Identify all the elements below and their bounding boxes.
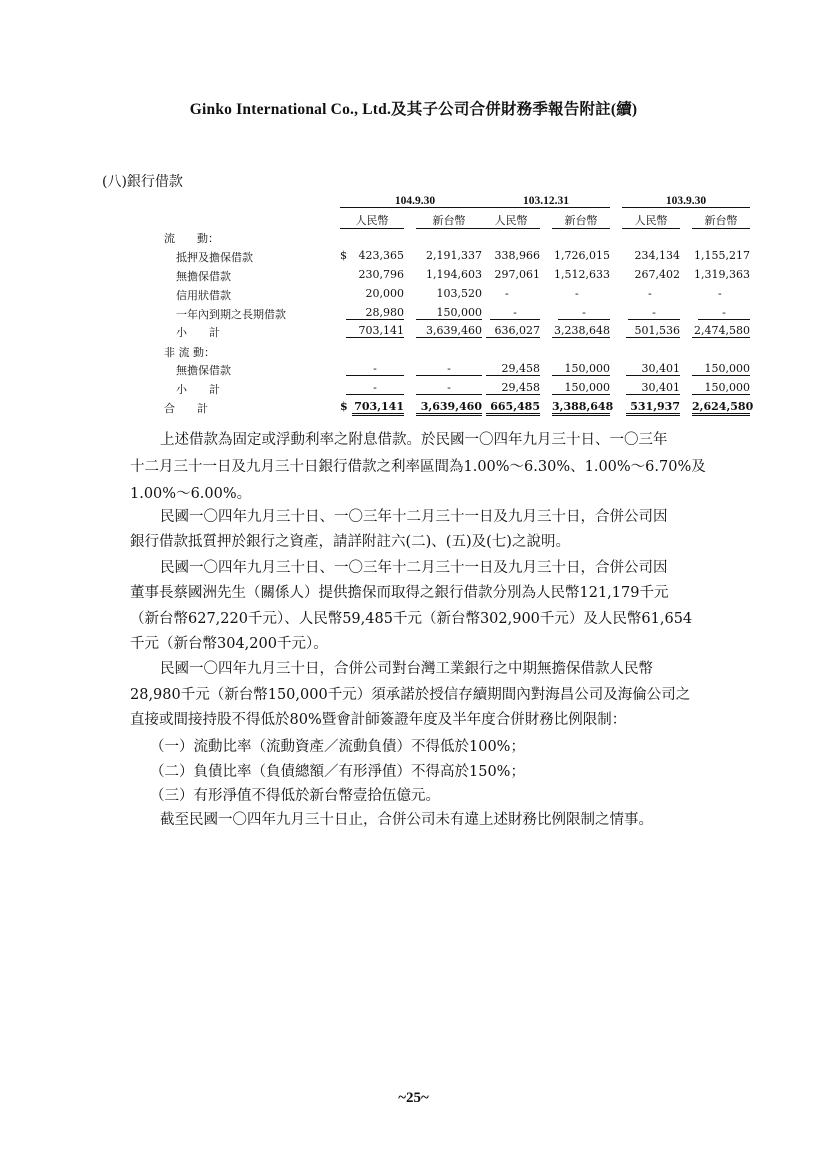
table-cell: - — [490, 306, 540, 320]
table-cell: 531,937 — [626, 400, 680, 416]
table-row — [160, 268, 760, 286]
table-row — [160, 230, 760, 248]
table-cell: 150,000 — [552, 381, 610, 395]
table-cell: 150,000 — [692, 381, 750, 395]
table-cell: 3,639,460 — [416, 400, 482, 416]
table-cell: - — [698, 306, 750, 320]
paragraph-line: 民國一〇四年九月三十日，合併公司對台灣工業銀行之中期無擔保借款人民幣 — [160, 661, 653, 677]
paragraph-line: 銀行借款抵質押於銀行之資產，請詳附註六(二)、(五)及(七)之說明。 — [130, 534, 570, 550]
paragraph-line: 直接或間接持股不得低於80%暨會計師簽證年度及半年度合併財務比例限制： — [130, 712, 627, 728]
table-cell: - — [505, 287, 509, 300]
table-cell: 501,536 — [626, 324, 680, 338]
table-row — [160, 381, 760, 399]
table-cell: 30,401 — [626, 362, 680, 376]
table-cell: - — [346, 381, 404, 395]
paragraph-line: 28,980千元（新台幣150,000千元）須承諾於授信存續期間內對海昌公司及海倫公司之 — [130, 687, 691, 703]
page-header-title: Ginko International Co., Ltd.及其子公司合併財務季報告附註(續) — [189, 101, 638, 118]
table-cell: - — [648, 287, 652, 300]
period-header: 103.9.30 — [622, 195, 750, 208]
table-cell: 150,000 — [692, 362, 750, 376]
table-row — [160, 306, 760, 324]
row-label: 非 流 動： — [164, 346, 215, 359]
table-cell: 3,388,648 — [552, 400, 610, 416]
table-cell: 28,980 — [346, 306, 404, 320]
table-row-total — [160, 400, 760, 418]
table-cell: 338,966 — [494, 249, 540, 262]
column-header: 新台幣 — [692, 212, 750, 229]
table-cell: 29,458 — [486, 381, 540, 395]
table-cell: 703,141 — [352, 400, 404, 416]
column-header: 人民幣 — [482, 212, 540, 229]
row-label: 無擔保借款 — [176, 270, 231, 283]
table-row — [160, 324, 760, 342]
paragraph-line: 1.00%～6.00%。 — [130, 486, 252, 502]
row-label: 流 動： — [164, 232, 219, 245]
paragraph-line: 截至民國一〇四年九月三十日止，合併公司未有違上述財務比例限制之情事。 — [160, 812, 653, 828]
table-row — [160, 362, 760, 380]
table-cell: 150,000 — [416, 306, 482, 320]
table-cell: 20,000 — [365, 287, 404, 300]
currency-symbol: $ — [340, 400, 348, 413]
page-number: ~25~ — [398, 1090, 429, 1106]
row-label: 無擔保借款 — [176, 364, 231, 377]
row-label: 一年內到期之長期借款 — [176, 308, 286, 321]
table-cell: 3,238,648 — [552, 324, 610, 338]
column-header: 新台幣 — [416, 212, 482, 229]
table-cell: 230,796 — [358, 268, 404, 281]
table-cell: 1,726,015 — [554, 249, 610, 262]
table-cell: - — [575, 287, 579, 300]
row-label: 信用狀借款 — [176, 289, 231, 302]
table-cell: - — [416, 362, 482, 376]
table-cell: 636,027 — [486, 324, 540, 338]
table-cell: - — [416, 381, 482, 395]
list-item: （一）流動比率（流動資產／流動負債）不得低於100%； — [150, 739, 525, 755]
table-cell: 30,401 — [626, 381, 680, 395]
table-cell: 423,365 — [358, 249, 404, 262]
column-header: 新台幣 — [552, 212, 610, 229]
table-cell: 2,191,337 — [426, 249, 482, 262]
table-cell: 267,402 — [634, 268, 680, 281]
column-header: 人民幣 — [622, 212, 680, 229]
paragraph-line: 上述借款為固定或浮動利率之附息借款。於民國一〇四年九月三十日、一〇三年 — [160, 432, 668, 448]
table-cell: 234,134 — [634, 249, 680, 262]
period-header: 104.9.30 — [340, 195, 490, 208]
table-cell: 703,141 — [346, 324, 404, 338]
table-cell: 1,319,363 — [694, 268, 750, 281]
table-row — [160, 344, 760, 362]
table-cell: 3,639,460 — [416, 324, 482, 338]
table-row — [160, 249, 760, 267]
row-label: 合 計 — [164, 402, 208, 415]
table-row — [160, 287, 760, 305]
table-cell: 103,520 — [436, 287, 482, 300]
table-cell: 1,194,603 — [426, 268, 482, 281]
table-cell: 1,155,217 — [694, 249, 750, 262]
row-label: 抵押及擔保借款 — [176, 251, 253, 264]
table-cell: 150,000 — [552, 362, 610, 376]
paragraph-line: 千元（新台幣304,200千元）。 — [130, 636, 328, 652]
paragraph-line: 民國一〇四年九月三十日、一〇三年十二月三十一日及九月三十日，合併公司因 — [160, 560, 668, 576]
table-cell: - — [718, 287, 722, 300]
table-cell: 297,061 — [494, 268, 540, 281]
paragraph-line: （新台幣627,220千元）、人民幣59,485千元（新台幣302,900千元）及人民幣61,654 — [130, 611, 693, 627]
table-cell: 2,624,580 — [692, 400, 750, 416]
table-cell: 2,474,580 — [692, 324, 750, 338]
paragraph-line: 十二月三十一日及九月三十日銀行借款之利率區間為1.00%～6.30%、1.00%～6.70%及 — [130, 459, 706, 475]
row-label: 小 計 — [176, 383, 220, 396]
table-cell: - — [628, 306, 680, 320]
table-cell: 29,458 — [486, 362, 540, 376]
table-cell: - — [346, 362, 404, 376]
currency-symbol: $ — [340, 249, 347, 262]
column-header: 人民幣 — [340, 212, 404, 229]
section-title: (八)銀行借款 — [102, 174, 183, 190]
row-label: 小 計 — [176, 326, 220, 339]
table-cell: 1,512,633 — [554, 268, 610, 281]
list-item: （三）有形淨值不得低於新台幣壹拾伍億元。 — [150, 788, 440, 804]
list-item: （二）負債比率（負債總額／有形淨值）不得高於150%； — [150, 764, 525, 780]
period-header: 103.12.31 — [482, 195, 610, 208]
paragraph-line: 董事長蔡國洲先生（關係人）提供擔保而取得之銀行借款分別為人民幣121,179千元 — [130, 585, 669, 601]
table-cell: 665,485 — [486, 400, 540, 416]
table-cell: - — [558, 306, 610, 320]
paragraph-line: 民國一〇四年九月三十日、一〇三年十二月三十一日及九月三十日，合併公司因 — [160, 509, 668, 525]
